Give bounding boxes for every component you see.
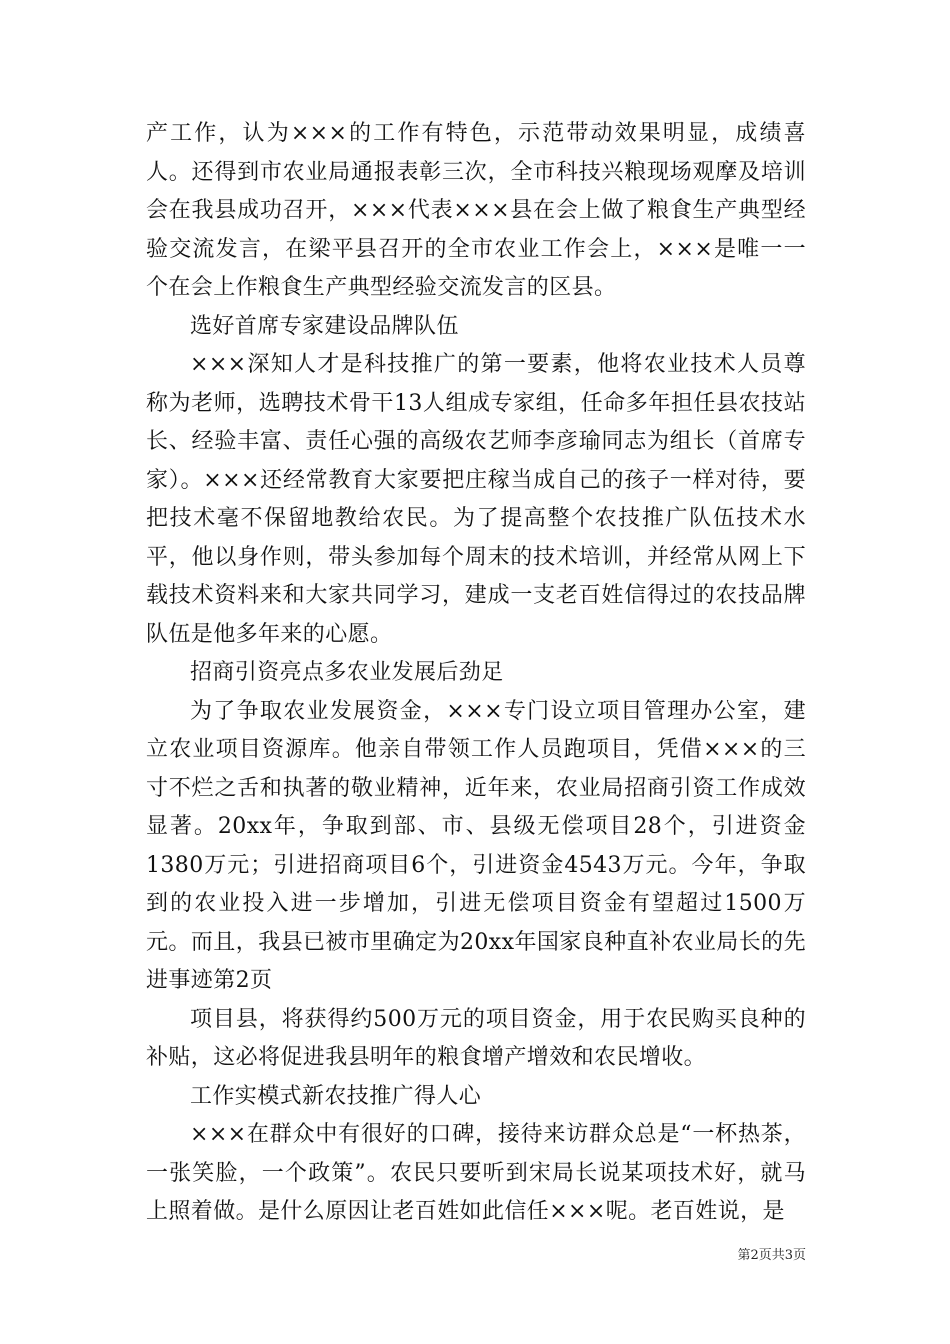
- paragraph-experts: ×××深知人才是科技推广的第一要素，他将农业技术人员尊称为老师，选聘技术骨干13人组成专家组，任命多年担任县农技站长、经验丰富、责任心强的高级农艺师李彦瑜同志为组长（首席专家）。×××还经常教育大家要把庄稼当成自己的孩子一样对待，要把技术毫不保留地教给农民。为了提高整个农技推广队伍技术水平，他以身作则，带头参加每个周末的技术培训，并经常从网上下载技术资料来和大家共同学习，建成一支老百姓信得过的农技品牌队伍是他多年来的心愿。: [146, 352, 806, 647]
- section-heading-experts: 选好首席专家建设品牌队伍: [190, 313, 459, 339]
- document-body: [146, 115, 806, 1232]
- paragraph-investment: 为了争取农业发展资金，×××专门设立项目管理办公室，建立农业项目资源库。他亲自带领工作人员跑项目，凭借×××的三寸不烂之舌和执著的敬业精神，近年来，农业局招商引资工作成效显著。20xx年，争取到部、市、县级无偿项目28个，引进资金1380万元；引进招商项目6个，引进资金4543万元。今年，争取到的农业投入进一步增加，引进无偿项目资金有望超过1500万元。而且，我县已被市里确定为20xx年国家良种直补农业局长的先进事迹第2页: [146, 698, 806, 993]
- section-heading-extension: 工作实模式新农技推广得人心: [190, 1083, 482, 1109]
- paragraph-continued: 产工作，认为×××的工作有特色，示范带动效果明显，成绩喜人。还得到市农业局通报表彰三次，全市科技兴粮现场观摩及培训会在我县成功召开，×××代表×××县在会上做了粮食生产典型经验交流发言，在梁平县召开的全市农业工作会上，×××是唯一一个在会上作粮食生产典型经验交流发言的区县。: [146, 121, 806, 300]
- paragraph-project-county: 项目县，将获得约500万元的项目资金，用于农民购买良种的补贴，这必将促进我县明年的粮食增产增效和农民增收。: [146, 1006, 806, 1070]
- section-heading-investment: 招商引资亮点多农业发展后劲足: [190, 660, 504, 685]
- page-number-footer: 第2页共3页: [737, 1248, 806, 1263]
- paragraph-extension: ×××在群众中有很好的口碑，接待来访群众总是“一杯热茶，一张笑脸，一个政策”。农民只要听到宋局长说某项技术好，就马上照着做。是什么原因让老百姓如此信任×××呢。老百姓说，是: [146, 1122, 806, 1224]
